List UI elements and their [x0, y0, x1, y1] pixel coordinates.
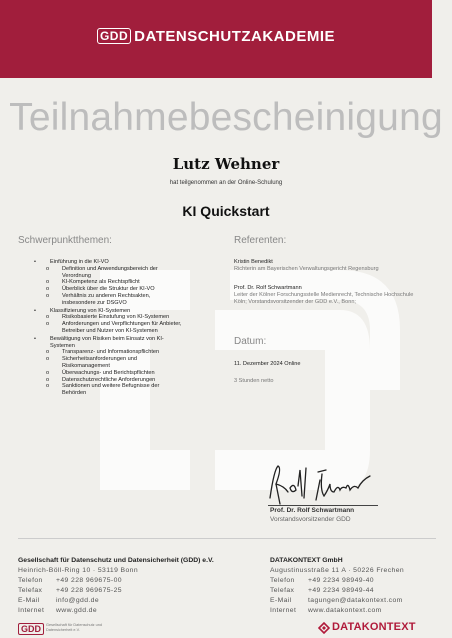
topics-list: [34, 258, 184, 397]
contact-value: www.gdd.de: [56, 607, 98, 614]
participation-subline: hat teilgenommen an der Online-Schulung: [169, 180, 283, 186]
datakontext-bottom-logo: DATAKONTEXT: [332, 621, 416, 633]
subtopic-item: o Datenschutzrechtliche Anforderungen: [34, 377, 184, 384]
subtopic-item: o Überwachungs- und Berichtspflichten: [34, 370, 184, 377]
participant-name: Lutz Wehner: [172, 155, 280, 173]
gdd-logo-mark: GDD: [97, 28, 131, 44]
contact-value: +49 228 969675-25: [56, 587, 122, 594]
contact-label: Telefax: [270, 587, 295, 594]
footer-divider: [18, 538, 436, 539]
referents-heading: Referenten:: [234, 235, 287, 246]
gdd-bottom-logo: GDD: [18, 623, 44, 635]
referent-role: Richterin am Bayerischen Verwaltungsgericht Regensburg: [234, 266, 379, 272]
certificate-title: Teilnahmebescheinigung: [9, 96, 443, 139]
footer-dk-row: [270, 586, 404, 596]
subtopic-item: o Überblick über die Struktur der KI-VO: [34, 286, 184, 293]
footer-gdd-org: Gesellschaft für Datenschutz und Datensicherheit (GDD) e.V.: [18, 557, 214, 564]
contact-label: Telefon: [18, 577, 43, 584]
footer-gdd-row: [18, 596, 214, 606]
contact-value: tagungen@datakontext.com: [308, 597, 403, 604]
referent-name: Kristin Benedikt: [234, 259, 273, 265]
contact-value: www.datakontext.com: [308, 607, 382, 614]
topic-item: • Klassifizierung von KI-Systemen: [34, 308, 184, 315]
referent-name: Prof. Dr. Rolf Schwartmann: [234, 285, 302, 291]
contact-value: +49 228 969675-00: [56, 577, 122, 584]
contact-label: Internet: [270, 607, 297, 614]
signature-line: [268, 505, 378, 506]
gdd-bottom-text: Gesellschaft für Datenschutz und Datensicherheit e.V.: [46, 623, 102, 632]
footer-dk-address: Augustinusstraße 11 A · 50226 Frechen: [270, 567, 405, 574]
date-value: 11. Dezember 2024 Online: [234, 361, 301, 367]
subtopic-item: o Anforderungen und Verpflichtungen für Anbieter, Betreiber und Nutzer von KI-Systemen: [34, 321, 184, 335]
topic-item: • Einführung in die KI-VO: [34, 259, 184, 266]
contact-value: info@gdd.de: [56, 597, 100, 604]
footer-gdd-row: [18, 586, 214, 596]
referent-role: Leiter der Kölner Forschungsstelle Medienrecht, Technische Hochschule Köln; Vorstandsvorsitzender der GDD e.V., Bonn;: [234, 292, 414, 305]
footer-dk-row: [270, 606, 404, 616]
contact-label: Telefax: [18, 587, 43, 594]
footer-dk-row: [270, 596, 404, 606]
header-banner: [0, 0, 432, 78]
signatory-role: Vorstandsvorsitzender GDD: [270, 516, 351, 523]
handwritten-signature: [262, 460, 382, 510]
referent-1: [234, 259, 419, 273]
date-heading: Datum:: [234, 336, 267, 347]
topics-heading: Schwerpunktthemen:: [18, 235, 112, 246]
contact-label: Telefon: [270, 577, 295, 584]
contact-value: +49 2234 98949-44: [308, 587, 374, 594]
footer-gdd-block: [18, 556, 214, 616]
topic-item: • Bewältigung von Risiken beim Einsatz von KI-Systemen: [34, 336, 184, 350]
contact-label: E-Mail: [270, 597, 292, 604]
header-logo: [0, 28, 432, 45]
subtopic-item: o Sanktionen und weitere Befugnisse der Behörden: [34, 383, 184, 397]
footer-dk-row: [270, 576, 404, 586]
footer-datakontext-block: [270, 556, 404, 616]
contact-label: Internet: [18, 607, 45, 614]
bottom-logo-bar: [0, 618, 452, 638]
subtopic-item: o Transparenz- und Informationspflichten: [34, 349, 184, 356]
referent-2: [234, 285, 419, 306]
subtopic-item: o Definition und Anwendungsbereich der Verordnung: [34, 266, 184, 280]
footer-gdd-row: [18, 606, 214, 616]
datakontext-logo-icon: [318, 622, 330, 634]
contact-value: +49 2234 98949-40: [308, 577, 374, 584]
subtopic-item: o Sicherheitsanforderungen und Risikomanagement: [34, 356, 184, 370]
subtopic-item: o Risikobasierte Einstufung von KI-Systemen: [34, 314, 184, 321]
duration: 3 Stunden netto: [234, 378, 274, 384]
footer-gdd-address: Heinrich-Böll-Ring 10 · 53119 Bonn: [18, 567, 139, 574]
subtopic-item: o KI-Kompetenz als Rechtspflicht: [34, 279, 184, 286]
subtopic-item: o Verhältnis zu anderen Rechtsakten, insbesondere zur DSGVO: [34, 293, 184, 307]
contact-label: E-Mail: [18, 597, 40, 604]
signatory-name: Prof. Dr. Rolf Schwartmann: [270, 507, 355, 514]
footer-dk-org: DATAKONTEXT GmbH: [270, 557, 343, 564]
academy-name: DATENSCHUTZAKADEMIE: [134, 28, 336, 45]
footer-gdd-row: [18, 576, 214, 586]
course-title: KI Quickstart: [182, 203, 270, 219]
